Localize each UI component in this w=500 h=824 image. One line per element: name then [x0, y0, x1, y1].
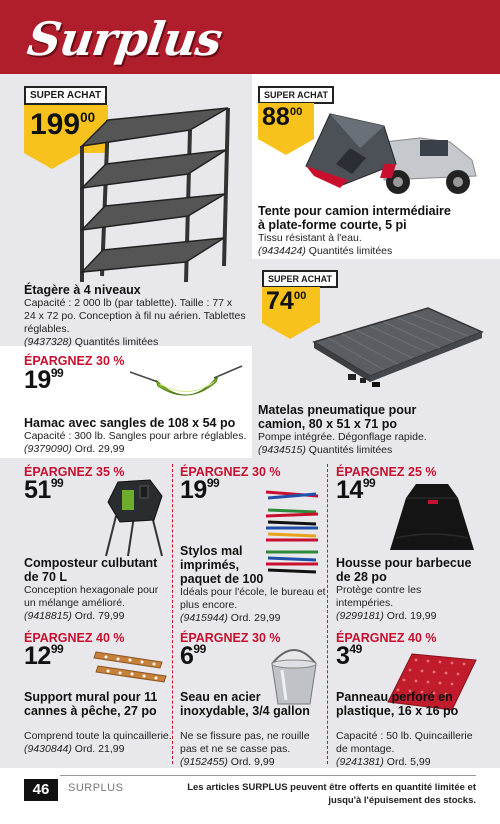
- savings-label: ÉPARGNEZ 30 %: [180, 631, 281, 645]
- section-label: SURPLUS: [68, 782, 124, 794]
- sku: (9434424): [258, 245, 306, 257]
- product-title: Housse pour barbecue de 28 po: [336, 556, 472, 584]
- savings-label: ÉPARGNEZ 25 %: [336, 465, 437, 479]
- price: $14^{99}$: [336, 476, 376, 504]
- price: $6^{99}$: [180, 642, 206, 670]
- product-title: Composteur culbutant de 70 L: [24, 556, 158, 584]
- product-desc: Idéals pour l'école, le bureau et plus encore. (9415944) Ord. 29,99: [180, 586, 326, 624]
- product-desc: Capacité : 2 000 lb (par tablette). Taille : 77 x 24 x 72 po. Conception à fil nu aérien. Tablettes réglables. (9437328) Quantités limitées: [24, 297, 246, 348]
- product-title: Panneau perforé en plastique, 16 x 16 po: [336, 690, 459, 718]
- savings-label: ÉPARGNEZ 30 %: [24, 354, 125, 368]
- footer-note: Les articles SURPLUS peuvent être offerts en quantité limitée et jusqu'à l'épuisement des stocks.: [187, 782, 476, 806]
- price: $88^{00}$: [262, 103, 303, 131]
- product-title: Seau en acier inoxydable, 3/4 gallon: [180, 690, 310, 718]
- sku: (9299181): [336, 610, 384, 622]
- page-number: 46: [24, 779, 58, 801]
- product-title: Tente pour camion intermédiaire à plate-forme courte, 5 pi: [258, 204, 451, 232]
- sku: (9434515): [258, 444, 306, 456]
- price: $199^{00}$: [30, 108, 96, 141]
- price: $12^{99}$: [24, 642, 64, 670]
- price: $19^{99}$: [24, 366, 64, 394]
- sku: (9415944): [180, 612, 228, 624]
- product-desc: Comprend toute la quincaillerie. (9430844) Ord. 21,99: [24, 730, 172, 755]
- divider-2: [327, 464, 328, 764]
- savings-label: ÉPARGNEZ 30 %: [180, 465, 281, 479]
- product-desc: Capacité : 300 lb. Sangles pour arbre réglables. (9379090) Ord. 29,99: [24, 430, 247, 455]
- footer-rule: [60, 775, 476, 776]
- sku: (9152455): [180, 756, 228, 768]
- sku: (9430844): [24, 743, 72, 755]
- badge-label: SUPER ACHAT: [24, 86, 107, 105]
- brand-logo: Surplus: [24, 12, 225, 66]
- savings-label: ÉPARGNEZ 40 %: [24, 631, 125, 645]
- savings-label: ÉPARGNEZ 40 %: [336, 631, 437, 645]
- product-desc: Protège contre les intempéries. (9299181) Ord. 19,99: [336, 584, 437, 622]
- shelf-image: [78, 106, 238, 282]
- product-title: Hamac avec sangles de 108 x 54 po: [24, 416, 236, 430]
- product-desc: Pompe intégrée. Dégonflage rapide. (9434515) Quantités limitées: [258, 431, 427, 456]
- price: $3^{49}$: [336, 642, 362, 670]
- product-desc: Capacité : 50 lb. Quincaillerie de montage. (9241381) Ord. 5,99: [336, 730, 473, 768]
- product-desc: Tissu résistant à l'eau. (9434424) Quantités limitées: [258, 232, 393, 257]
- product-title: Stylos mal imprimés, paquet de 100: [180, 544, 264, 586]
- price: $74^{00}$: [266, 287, 307, 315]
- badge-label: SUPER ACHAT: [262, 270, 338, 288]
- badge-label: SUPER ACHAT: [258, 86, 334, 104]
- rod-rack-image: [92, 648, 168, 684]
- savings-label: ÉPARGNEZ 35 %: [24, 465, 125, 479]
- sku: (9241381): [336, 756, 384, 768]
- bbq-cover-image: [386, 478, 478, 554]
- product-title: Matelas pneumatique pour camion, 80 x 51 x 71 po: [258, 403, 417, 431]
- product-desc: Ne se fissure pas, ne rouille pas et ne se casse pas. (9152455) Ord. 9,99: [180, 730, 310, 768]
- sku: (9418815): [24, 610, 72, 622]
- composter-image: [104, 476, 166, 558]
- price: $19^{99}$: [180, 476, 220, 504]
- sku: (9437328): [24, 336, 72, 348]
- sku: (9379090): [24, 443, 72, 455]
- product-desc: Conception hexagonale pour un mélange amélioré. (9418815) Ord. 79,99: [24, 584, 159, 622]
- truck-tent-image: [300, 108, 480, 198]
- air-mattress-image: [308, 302, 486, 390]
- product-title: Étagère à 4 niveaux: [24, 283, 141, 297]
- divider-1: [172, 464, 173, 764]
- price: $51^{99}$: [24, 476, 64, 504]
- product-title: Support mural pour 11 cannes à pêche, 27 po: [24, 690, 158, 718]
- hammock-image: [128, 362, 244, 410]
- header-banner: [0, 0, 500, 74]
